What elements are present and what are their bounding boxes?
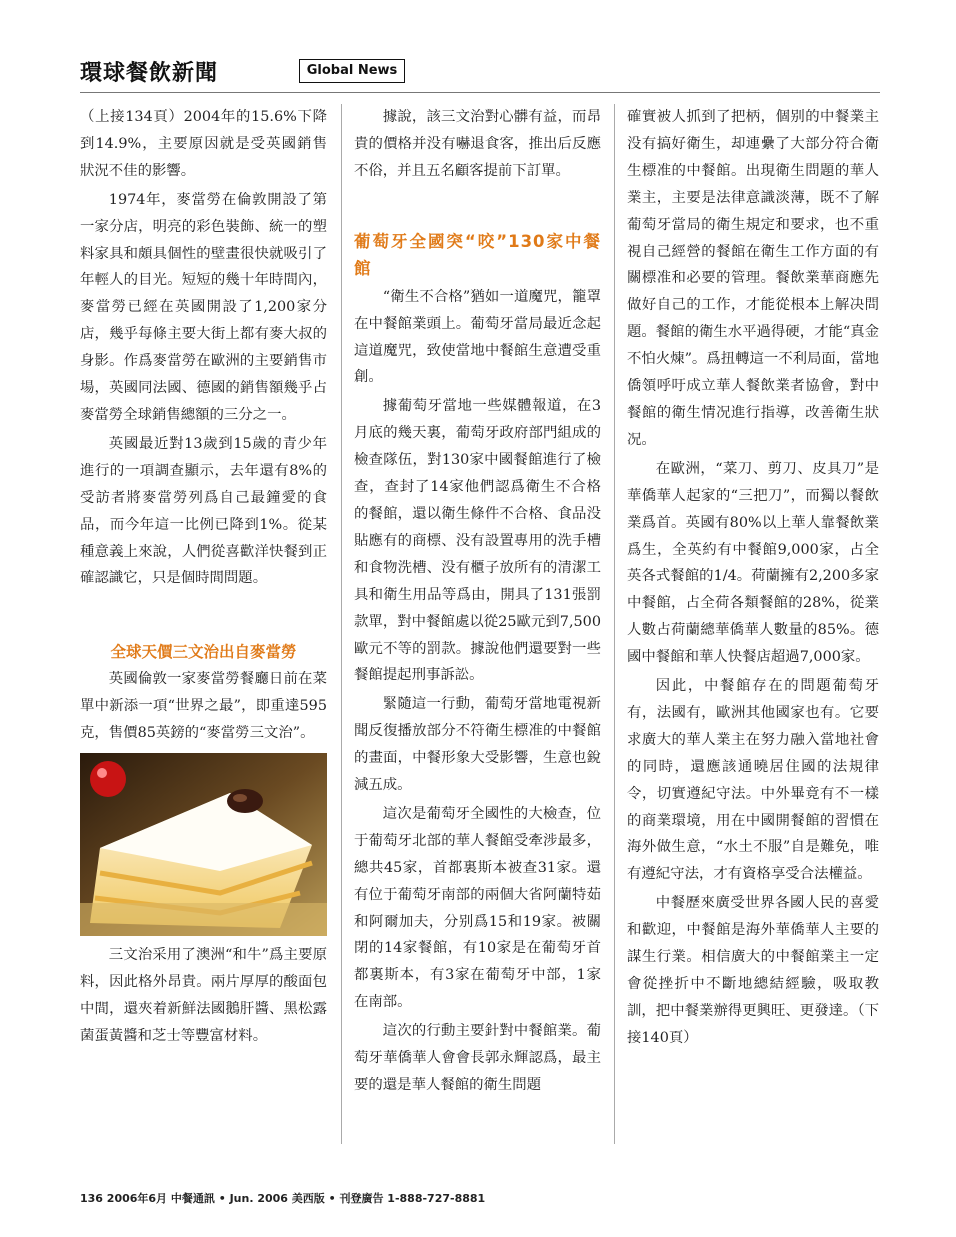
column-divider	[614, 104, 615, 1144]
paragraph: 中餐歷來廣受世界各國人民的喜愛和歡迎，中餐館是海外華僑華人主要的謀生行業。相信廣大的中餐館業主一定會從挫折中不斷地總結經驗，吸取教訓，把中餐業辦得更興旺、更發達。（下接140頁）	[627, 895, 879, 1046]
page-header	[80, 56, 880, 88]
page-footer: 136 2006年6月 中餐通訊 • Jun. 2006 美西版 • 刊登廣告 1-888-727-8881	[80, 1192, 486, 1205]
paragraph: 因此，中餐館存在的問題葡萄牙有，法國有，歐洲其他國家也有。它要求廣大的華人業主在努力融入當地社會的同時，還應該通曉居住國的法規律令，切實遵紀守法。中外畢竟有不一樣的商業環境，用在中國開餐館的習慣在海外做生意，“水土不服”自是難免，唯有遵紀守法，才有資格享受合法權益。	[627, 678, 879, 883]
photo-caption: 三文治采用了澳洲“和牛”爲主要原料，因此格外昂貴。兩片厚厚的酸面包中間，還夾着新鮮法國鵝肝醬、黑松露菌蛋黃醬和芝士等豐富材料。	[80, 947, 327, 1044]
paragraph: 這次是葡萄牙全國性的大檢查，位于葡萄牙北部的華人餐館受牽涉最多，總共45家，首都裏斯本被查31家。還有位于葡萄牙南部的兩個大省阿蘭特茹和阿爾加夫，分别爲15和19家。被關閉的14家餐館，有10家是在葡萄牙首都裏斯本，有3家在葡萄牙中部，1家在南部。	[354, 805, 601, 1011]
paragraph: 緊隨這一行動，葡萄牙當地電視新聞反復播放部分不符衛生標准的中餐館的畫面，中餐形象大受影響，生意也銳減五成。	[354, 696, 601, 794]
paragraph: 據葡萄牙當地一些媒體報道，在3月底的幾天裏，葡萄牙政府部門組成的檢查隊伍，對130家中國餐館進行了檢查，查封了14家他們認爲衛生不合格的餐館，還以衛生條件不合格、食品没貼應有的商標、没有設置專用的洗手槽和食物洗槽、没有櫃子放所有的清潔工具和衛生用品等爲由，開具了131張罰款單，對中餐館處以從25歐元到7,500歐元不等的罰款。據說他們還要對一些餐館提起刑事訴訟。	[354, 398, 601, 684]
paragraph: “衛生不合格”猶如一道魔咒，籠罩在中餐館業頭上。葡萄牙當局最近念起這道魔咒，致使當地中餐館生意遭受重創。	[354, 288, 601, 386]
paragraph: 英國倫敦一家麥當勞餐廳日前在菜單中新添一項“世界之最”，即重達595克，售價85英鎊的“麥當勞三文治”。	[80, 671, 327, 742]
paragraph: 在歐洲，“菜刀、剪刀、皮具刀”是華僑華人起家的“三把刀”，而獨以餐飲業爲首。英國有80%以上華人靠餐飲業爲生，全英約有中餐館9,000家，占全英各式餐館的1/4。荷蘭擁有2,200多家中餐館，占全荷各類餐館的28%，從業人數占荷蘭總華僑華人數量的85%。德國中餐館和華人快餐店超過7,000家。	[627, 460, 879, 666]
header-rule	[80, 92, 880, 93]
paragraph: 英國最近對13歲到15歲的青少年進行的一項調查顯示，去年還有8%的受訪者將麥當勞列爲自己最鐘愛的食品，而今年這一比例已降到1%。從某種意義上來說，人們從喜歡洋快餐到正確認識它，只是個時間問題。	[80, 435, 327, 587]
column-2	[354, 104, 601, 1099]
subheading-sandwich: 全球天價三文治出自麥當勞	[110, 643, 297, 662]
global-news-badge: Global News	[299, 59, 405, 83]
section-title: 環球餐飲新聞	[80, 60, 219, 86]
column-3	[627, 104, 879, 1052]
paragraph: 據說，該三文治對心髒有益，而昂貴的價格并没有嚇退食客，推出后反應不俗，并且五名顧客提前下訂單。	[354, 109, 601, 179]
column-divider	[341, 104, 342, 1144]
paragraph: 這次的行動主要針對中餐館業。葡萄牙華僑華人會會長郭永輝認爲，最主要的還是華人餐館的衛生問題	[354, 1023, 601, 1093]
paragraph: 確實被人抓到了把柄，個别的中餐業主没有搞好衛生，却連纍了大部分符合衛生標准的中餐館。出現衛生問題的華人業主，主要是法律意識淡薄，既不了解葡萄牙當局的衛生規定和要求，也不重視自己經營的餐館在衛生工作方面的有關標准和必要的管理。餐飲業華商應先做好自己的工作，才能從根本上解决問題。餐館的衛生水平過得硬，才能“真金不怕火煉”。爲扭轉這一不利局面，當地僑領呼吁成立華人餐飲業者協會，對中餐館的衛生情况進行指導，改善衛生狀况。	[627, 109, 879, 448]
paragraph: 1974年，麥當勞在倫敦開設了第一家分店，明亮的彩色裝飾、統一的塑料家具和頗具個性的壁畫很快就吸引了年輕人的目光。短短的幾十年時間內，麥當勞已經在英國開設了1,200家分店，幾乎每條主要大街上都有麥大叔的身影。作爲麥當勞在歐洲的主要銷售市場，英國同法國、德國的銷售額幾乎占麥當勞全球銷售總額的三分之一。	[80, 191, 327, 423]
paragraph: （上接134頁）2004年的15.6%下降到14.9%，主要原因就是受英國銷售狀況不佳的影響。	[80, 109, 327, 179]
column-1	[80, 104, 327, 1050]
sandwich-cake-photo	[80, 753, 327, 936]
subheading-portugal: 葡萄牙全國突“咬”130家中餐館	[354, 231, 601, 278]
